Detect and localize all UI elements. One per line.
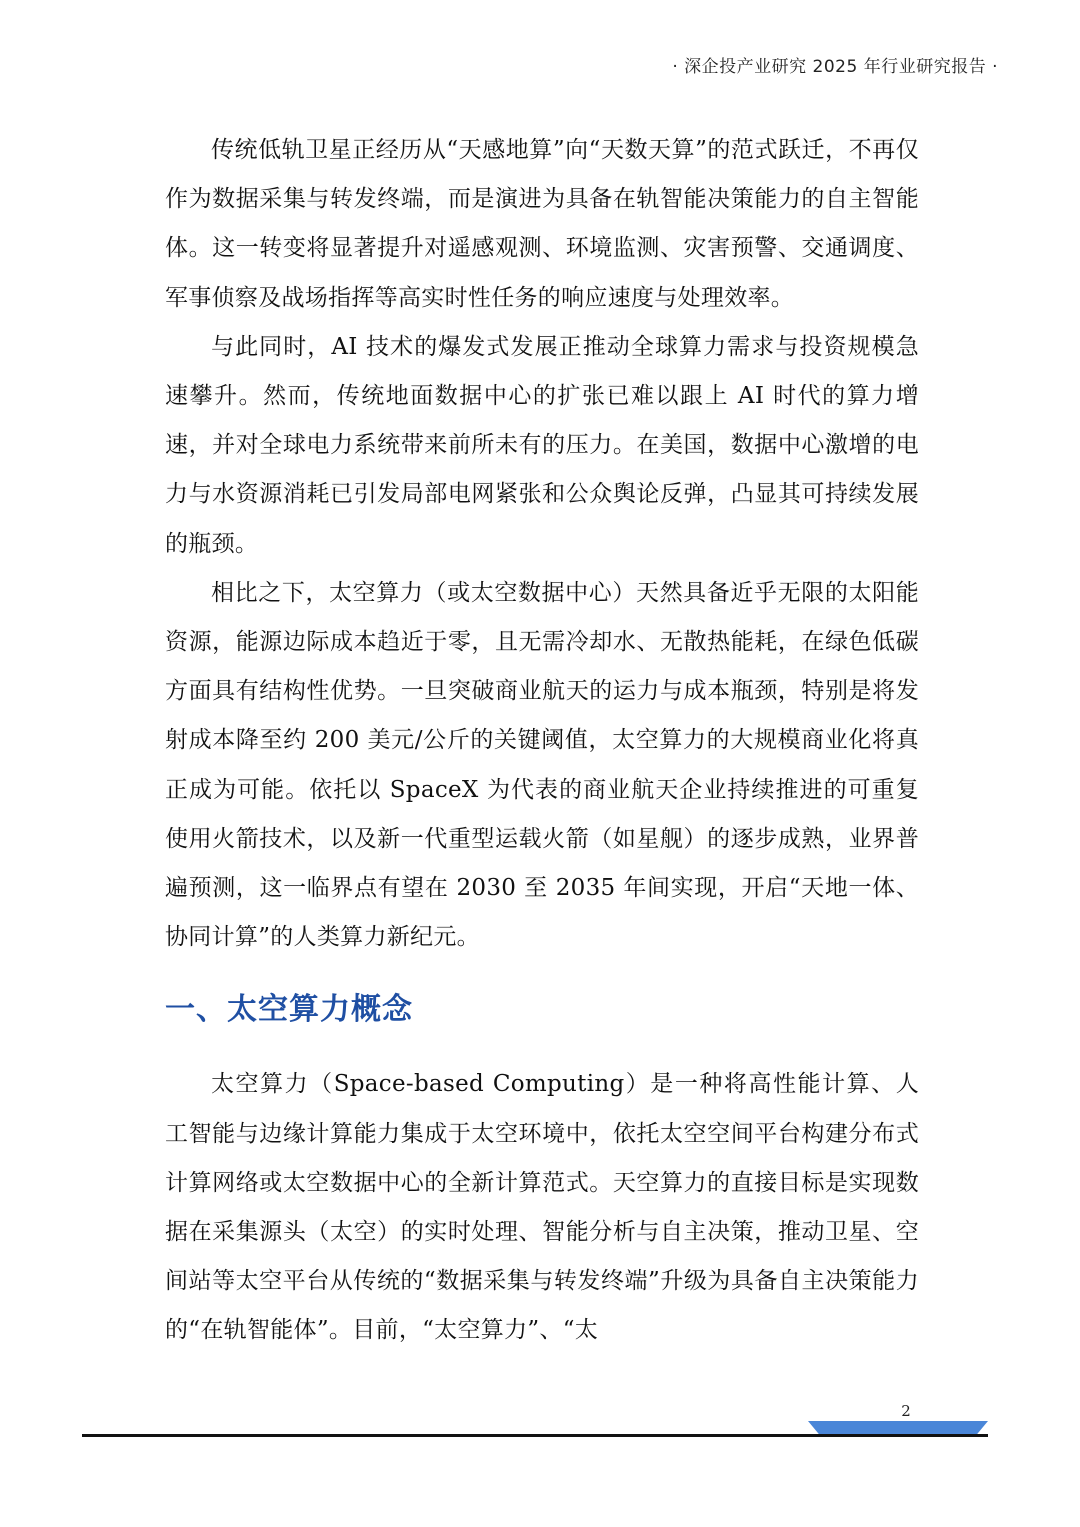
footer-accent-bar (808, 1421, 988, 1434)
page-body (165, 126, 919, 1356)
report-header-title: · 深企投产业研究 2025 年行业研究报告 · (672, 57, 998, 77)
section-paragraph: 太空算力（Space-based Computing）是一种将高性能计算、人工智能与边缘计算能力集成于太空环境中，依托太空空间平台构建分布式计算网络或太空数据中心的全新计算范式。天空算力的直接目标是实现数据在采集源头（太空）的实时处理、智能分析与自主决策，推动卫星、空间站等太空平台从传统的“数据采集与转发终端”升级为具备自主决策能力的“在轨智能体”。目前，“太空算力”、“太 (165, 1071, 919, 1344)
footer-rule (82, 1434, 988, 1437)
body-paragraph: 相比之下，太空算力（或太空数据中心）天然具备近乎无限的太阳能资源，能源边际成本趋近于零，且无需冷却水、无散热能耗，在绿色低碳方面具有结构性优势。一旦突破商业航天的运力与成本瓶颈，特别是将发射成本降至约 200 美元/公斤的关键阈值，太空算力的大规模商业化将真正成为可能。依托以 SpaceX 为代表的商业航天企业持续推进的可重复使用火箭技术，以及新一代重型运载火箭（如星舰）的逐步成熟，业界普遍预测，这一临界点有望在 2030 至 2035 年间实现，开启“天地一体、协同计算”的人类算力新纪元。 (165, 579, 919, 951)
body-paragraph: 与此同时，AI 技术的爆发式发展正推动全球算力需求与投资规模急速攀升。然而，传统地面数据中心的扩张已难以跟上 AI 时代的算力增速，并对全球电力系统带来前所未有的压力。在美国，数据中心激增的电力与水资源消耗已引发局部电网紧张和公众舆论反弹，凸显其可持续发展的瓶颈。 (165, 333, 919, 557)
page-number: 2 (901, 1402, 911, 1420)
body-paragraph: 传统低轨卫星正经历从“天感地算”向“天数天算”的范式跃迁，不再仅作为数据采集与转发终端，而是演进为具备在轨智能决策能力的自主智能体。这一转变将显著提升对遥感观测、环境监测、灾害预警、交通调度、军事侦察及战场指挥等高实时性任务的响应速度与处理效率。 (165, 137, 919, 311)
section-heading: 一、太空算力概念 (165, 992, 413, 1028)
